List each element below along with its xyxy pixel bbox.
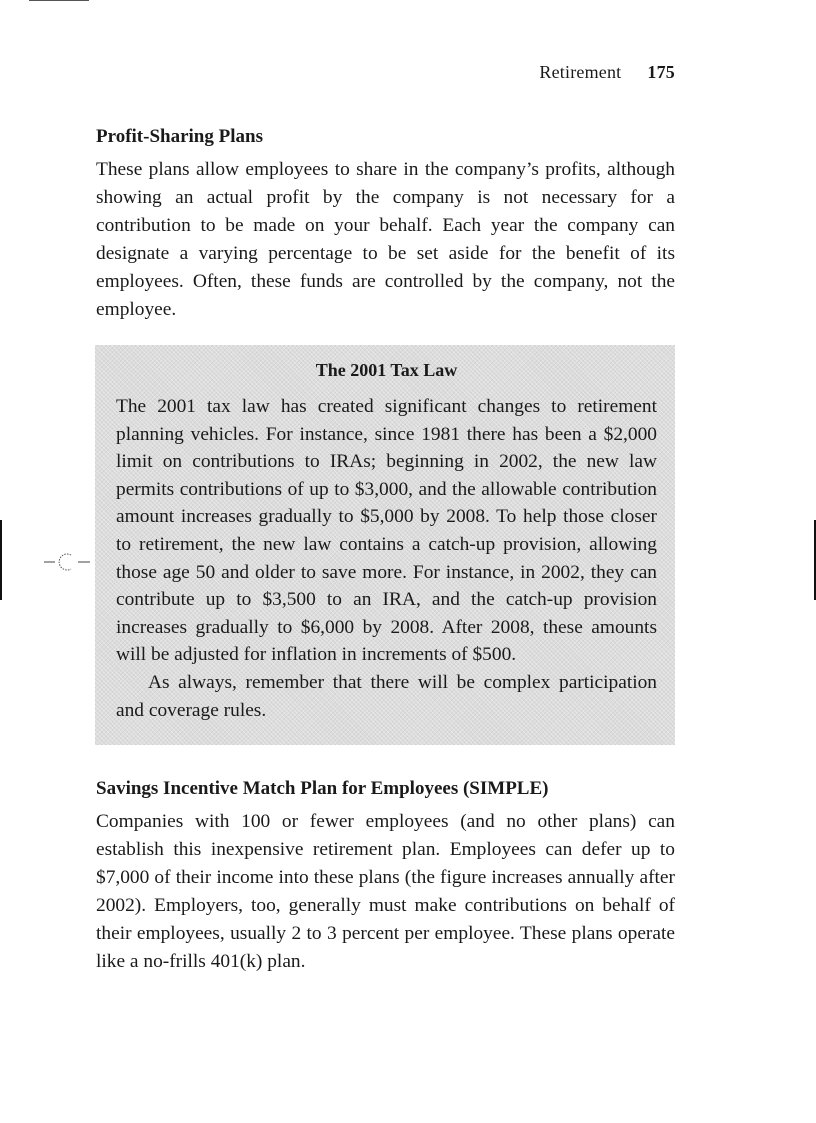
page-edge-mark-left <box>0 520 2 600</box>
sidebar-box <box>95 345 675 745</box>
registration-mark-icon <box>44 551 90 573</box>
section-heading: Savings Incentive Match Plan for Employees (SIMPLE) <box>96 778 549 799</box>
running-head-title: Retirement <box>539 62 622 82</box>
section-profit-sharing <box>96 124 675 324</box>
page-number: 175 <box>647 62 675 82</box>
body-paragraph: These plans allow employees to share in the company’s profits, although showing an actual profit by the company is not necessary for a contribution to be made on your behalf. Each year the company can designate a varying percentage to be set aside for the benefit of its employees. Often, these funds are controlled by the company, not the employee. <box>96 159 675 320</box>
section-simple <box>96 776 675 976</box>
crop-mark-top <box>29 0 89 1</box>
running-head <box>480 62 675 83</box>
sidebar-title: The 2001 Tax Law <box>315 360 458 380</box>
body-paragraph: Companies with 100 or fewer employees (and no other plans) can establish this inexpensive retirement plan. Employees can defer up to $7,000 of their income into these plans (the figure increases annually after 2002). Employers, too, generally must make contributions on behalf of their employees, usually 2 to 3 percent per employee. These plans operate like a no-frills 401(k) plan. <box>96 811 675 972</box>
section-heading: Profit-Sharing Plans <box>96 126 263 147</box>
sidebar-paragraph: The 2001 tax law has created significant changes to retirement planning vehicles. For instance, since 1981 there has been a $2,000 limit on contributions to IRAs; beginning in 2002, the new law permits contributions of up to $3,000, and the allowable contribution amount increases gradually to $5,000 by 2008. To help those closer to retirement, the new law contains a catch-up provision, allowing those age 50 and older to save more. For instance, in 2002, they can contribute up to $3,500 to an IRA, and the catch-up provision increases gradually to $6,000 by 2008. After 2008, these amounts will be adjusted for inflation in increments of $500. <box>116 396 657 666</box>
sidebar-paragraph: As always, remember that there will be complex participation and coverage rules. <box>116 671 657 721</box>
